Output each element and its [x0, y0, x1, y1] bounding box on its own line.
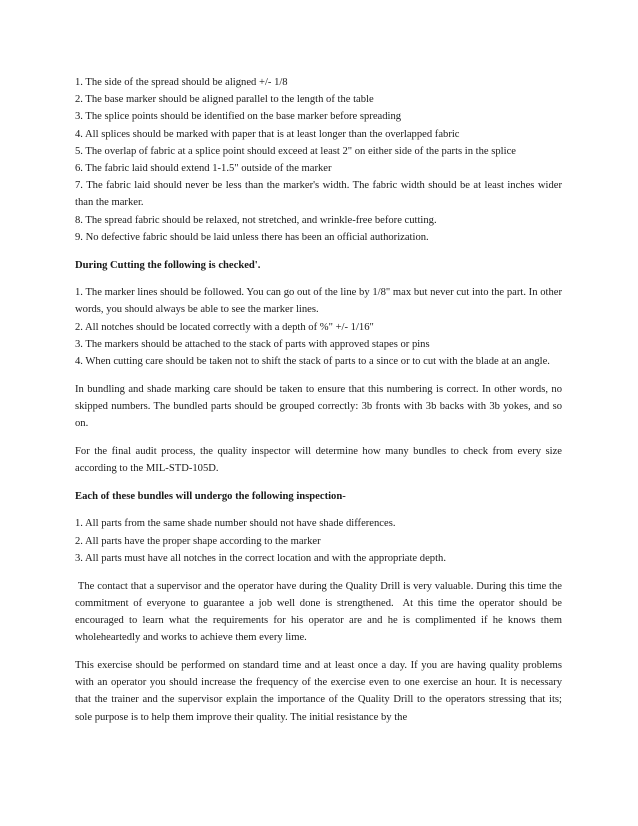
cutting-item-4: 4. When cutting care should be taken not to shift the stack of parts to a since or to cut with the blade at an angle.: [75, 356, 550, 368]
audit-paragraph: For the final audit process, the quality inspector will determine how many bundles to check from every size according to the MIL-STD-105D.: [75, 445, 562, 475]
spread-item-2: 2. The base marker should be aligned parallel to the length of the table: [75, 94, 374, 106]
document-page: [75, 74, 565, 726]
spread-item-7: 7. The fabric laid should never be less than the marker's width. The fabric width should be at least inches wider than the marker.: [75, 180, 562, 209]
spread-checklist: [75, 74, 562, 246]
spread-item-6: 6. The fabric laid should extend 1-1.5" outside of the marker: [75, 163, 332, 175]
inspection-item-1: 1. All parts from the same shade number should not have shade differences.: [75, 518, 396, 530]
cutting-item-1: 1. The marker lines should be followed. You can go out of the line by 1/8" max but never cut into the part. In other words, you should always be able to see the marker lines.: [75, 287, 562, 316]
quality-drill-paragraph: The contact that a supervisor and the operator have during the Quality Drill is very valuable. During this time the commitment of everyone to guarantee a job well done is strengthened. At this time the operator should be encouraged to learn what the requirements for his operator are and he is complimented if he knows them wholeheartedly and works to achieve them every lime.: [75, 580, 565, 644]
inspection-heading: Each of these bundles will undergo the following inspection-: [75, 490, 346, 502]
cutting-heading: During Cutting the following is checked'.: [75, 259, 261, 271]
bundling-paragraph: In bundling and shade marking care should be taken to ensure that this numbering is correct. In other words, no skipped numbers. The bundled parts should be grouped correctly: 3b fronts with 3b backs with 3b yokes, and so on.: [75, 383, 562, 430]
spread-item-5: 5. The overlap of fabric at a splice point should exceed at least 2" on either side of the parts in the splice: [75, 145, 516, 157]
inspection-item-3: 3. All parts must have all notches in the correct location and with the appropriate depth.: [75, 552, 446, 564]
spread-item-3: 3. The splice points should be identified on the base marker before spreading: [75, 111, 402, 123]
spread-item-1: 1. The side of the spread should be aligned +/- 1/8: [75, 77, 288, 88]
cutting-item-2: 2. All notches should be located correctly with a depth of %" +/- 1/16": [75, 321, 374, 333]
spread-item-9: 9. No defective fabric should be laid unless there has been an official authorization.: [75, 231, 429, 243]
cutting-checklist: [75, 284, 562, 370]
exercise-paragraph: This exercise should be performed on standard time and at least once a day. If you are having quality problems with an operator you should increase the frequency of the exercise even to one exercise an hour. It is necessary that the trainer and the supervisor explain the importance of the Quality Drill to the operators stressing that its; sole purpose is to help them improve their quality. The initial resistance by the: [75, 659, 562, 723]
spread-item-4: 4. All splices should be marked with paper that is at least longer than the overlapped fabric: [75, 128, 460, 140]
inspection-checklist: [75, 515, 562, 567]
cutting-item-3: 3. The markers should be attached to the stack of parts with approved stapes or pins: [75, 338, 430, 350]
spread-item-8: 8. The spread fabric should be relaxed, not stretched, and wrinkle-free before cutting.: [75, 214, 437, 226]
inspection-item-2: 2. All parts have the proper shape according to the marker: [75, 535, 321, 547]
